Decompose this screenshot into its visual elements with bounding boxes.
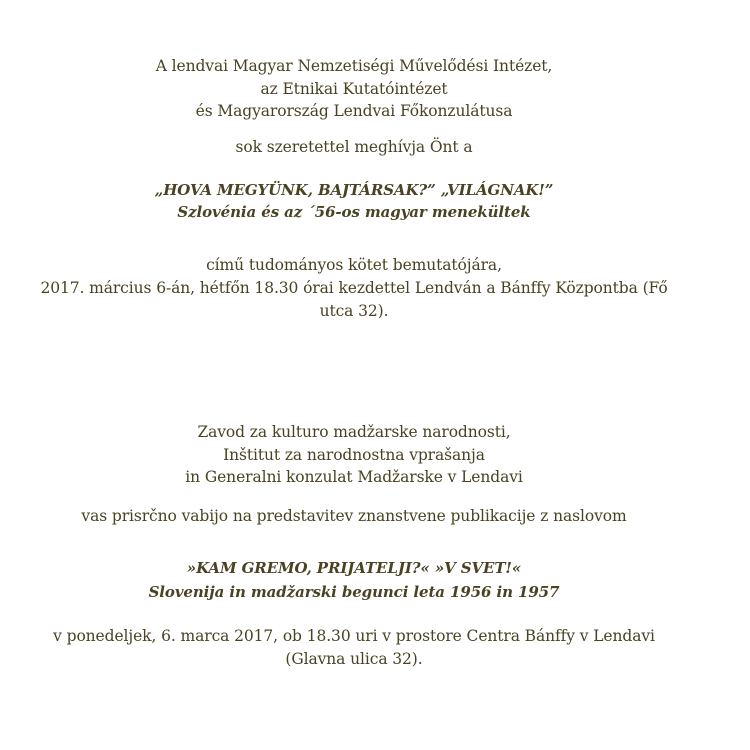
hu-organizer-2: az Etnikai Kutatóintézet — [260, 80, 448, 98]
sl-organizer-1: Zavod za kulturo madžarske narodnosti, — [197, 423, 511, 441]
hu-event-line-3: utca 32). — [319, 302, 389, 320]
hu-invitation-text: sok szeretettel meghívja Önt a — [235, 138, 473, 156]
hu-book-title: „HOVA MEGYÜNK, BAJTÁRSAK?” „VILÁGNAK!” — [154, 181, 554, 199]
sl-event-line-1: v ponedeljek, 6. marca 2017, ob 18.30 uri v prostore Centra Bánffy v Lendavi — [53, 627, 655, 645]
sl-event-line-2: (Glavna ulica 32). — [285, 650, 423, 668]
hu-event-line-1: című tudományos kötet bemutatójára, — [206, 256, 502, 274]
sl-organizer-3: in Generalni konzulat Madžarske v Lendavi — [185, 468, 523, 486]
hu-organizer-3: és Magyarország Lendvai Főkonzulátusa — [195, 102, 513, 120]
hu-book-subtitle: Szlovénia és az ´56-os magyar menekültek — [177, 203, 531, 221]
sl-book-title: »KAM GREMO, PRIJATELJI?« »V SVET!« — [186, 559, 522, 577]
sl-book-subtitle: Slovenija in madžarski begunci leta 1956 in 1957 — [148, 583, 560, 601]
hu-organizer-1: A lendvai Magyar Nemzetiségi Művelődési Intézet, — [155, 57, 553, 75]
sl-invitation-text: vas prisrčno vabijo na predstavitev znanstvene publikacije z naslovom — [81, 507, 627, 525]
sl-organizer-2: Inštitut za narodnostna vprašanja — [223, 446, 485, 464]
hu-event-line-2: 2017. március 6-án, hétfőn 18.30 órai kezdettel Lendván a Bánffy Központba (Fő — [40, 279, 668, 297]
